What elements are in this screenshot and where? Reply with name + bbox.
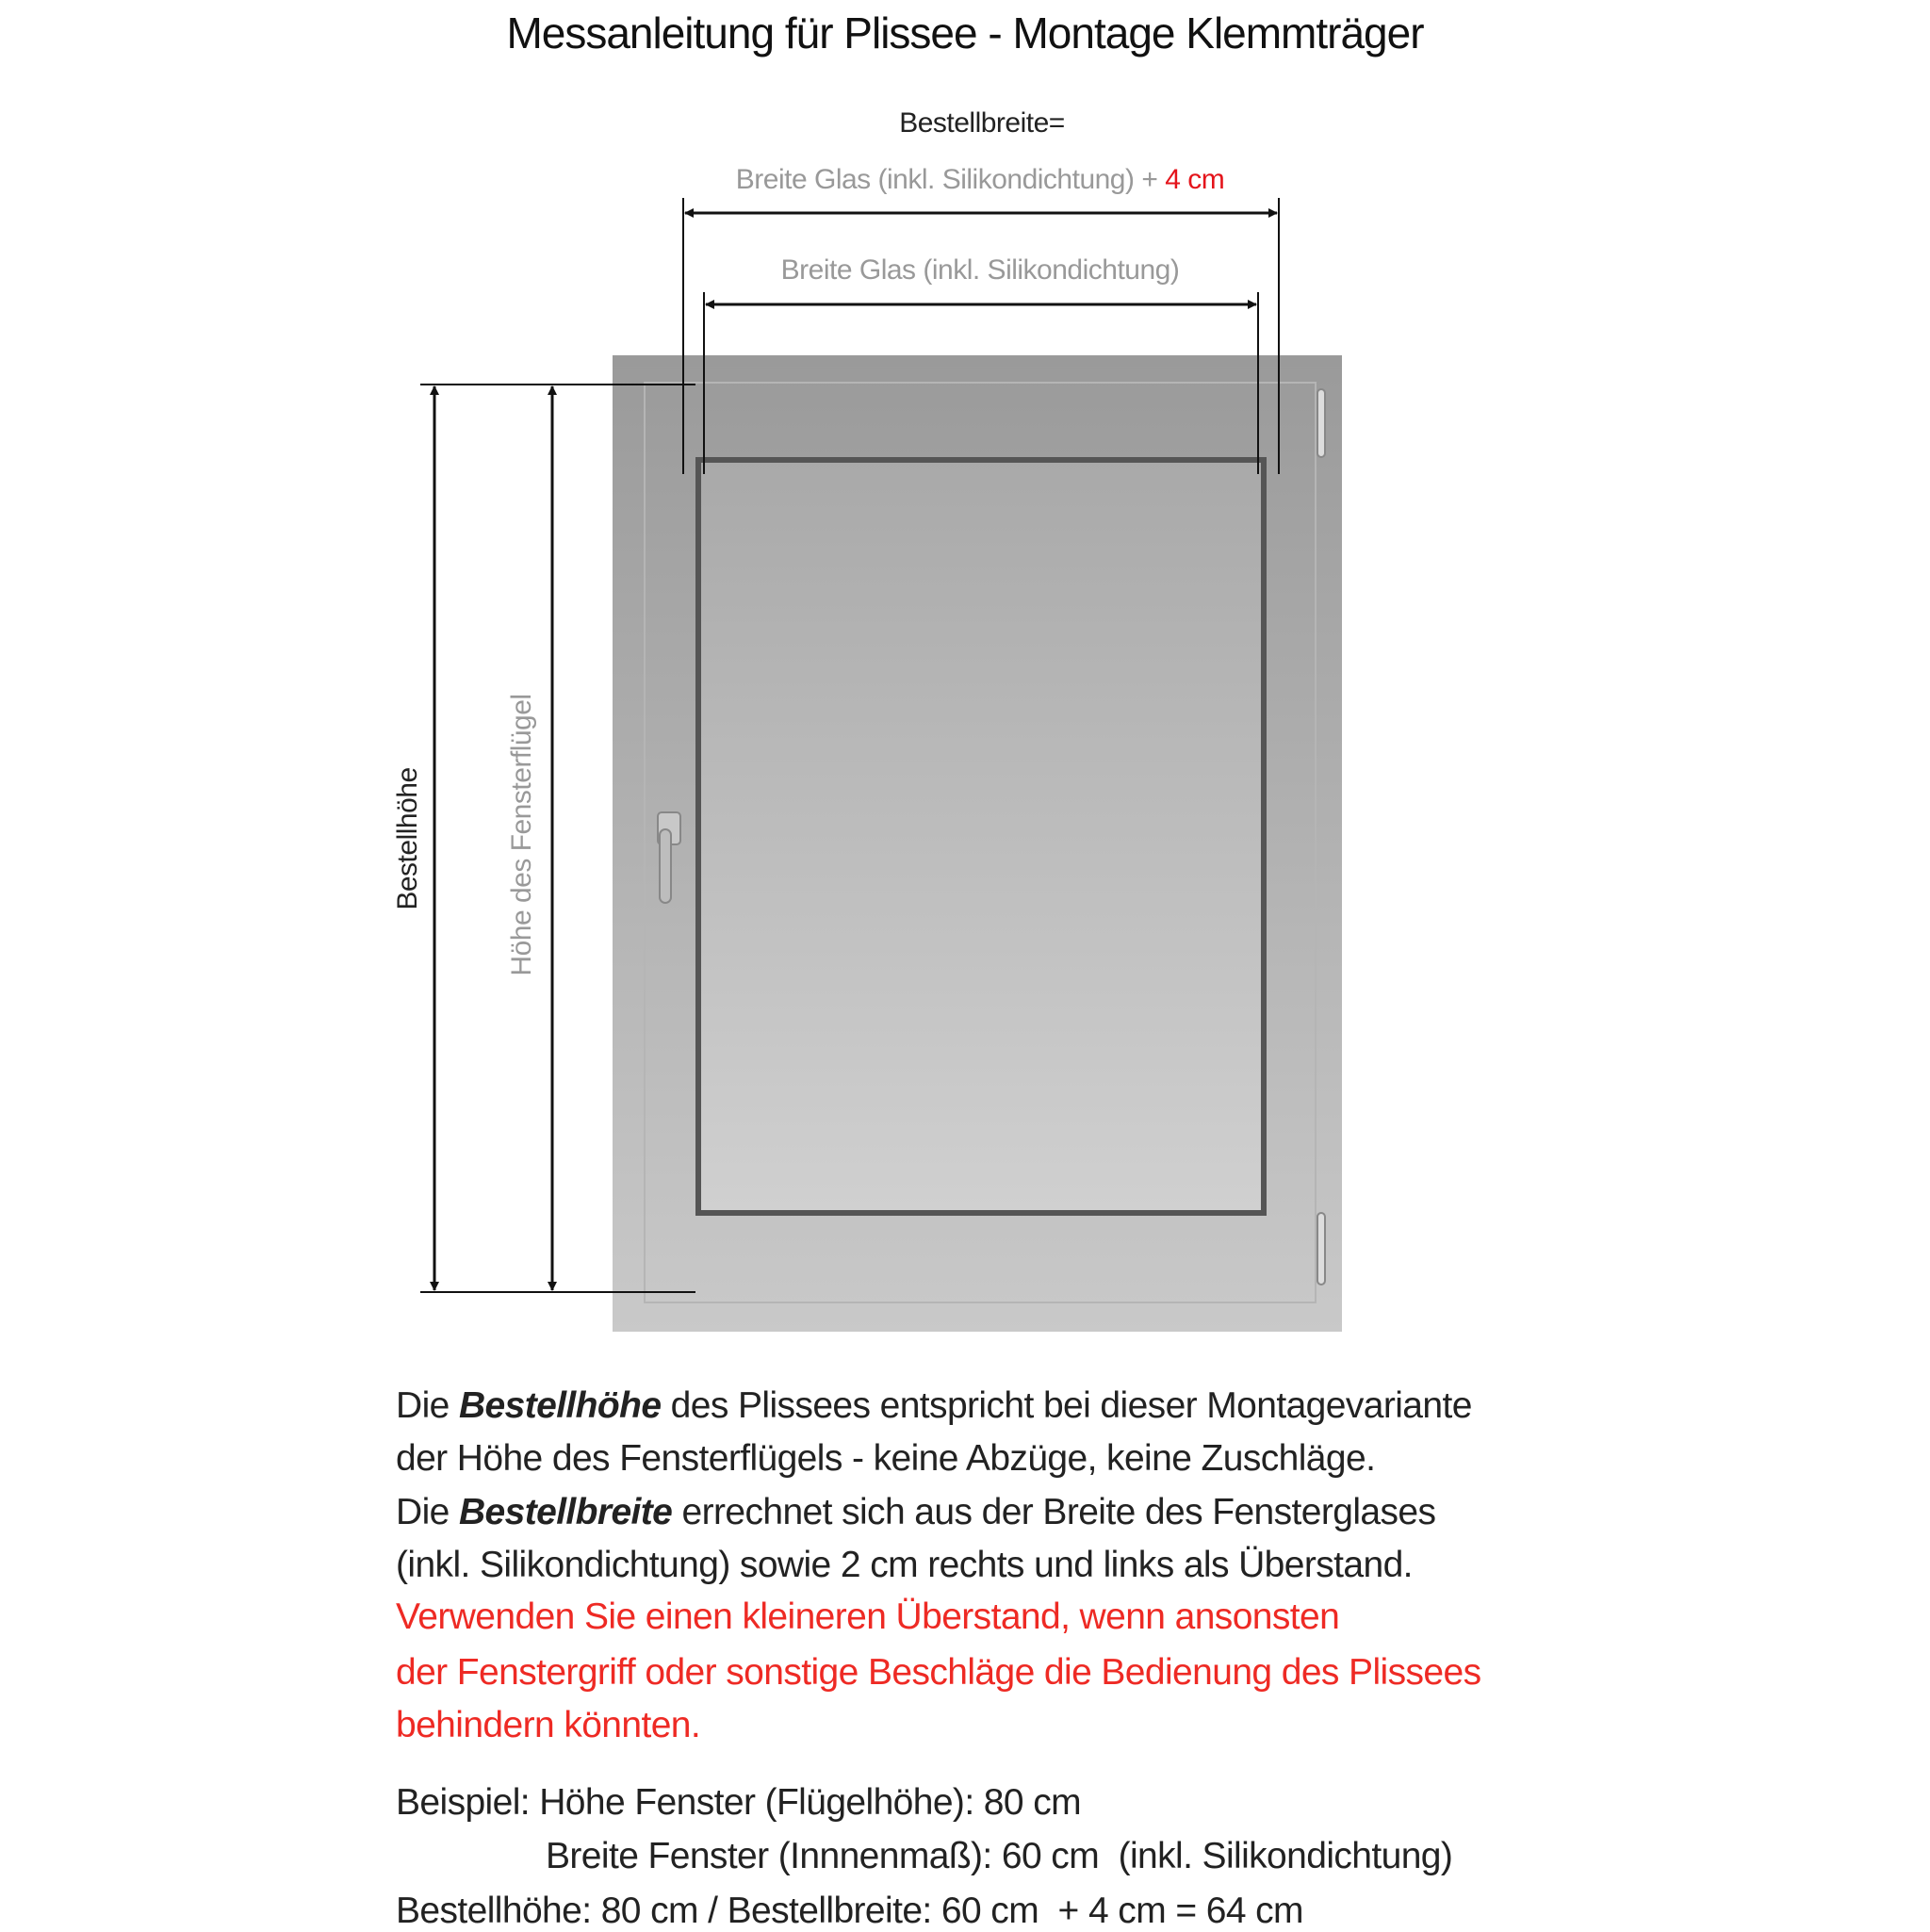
description-line: der Höhe des Fensterflügels - keine Abzüge, keine Zuschläge. [396,1438,1376,1479]
outer-width-formula [736,164,1224,196]
example-line: Beispiel: Höhe Fenster (Flügelhöhe): 80 cm [396,1782,1081,1823]
warning-line: der Fenstergriff oder sonstige Beschläge die Bedienung des Plissees [396,1652,1481,1693]
window-glass [698,460,1264,1213]
warning-line: behindern könnten. [396,1705,701,1745]
example-line: Breite Fenster (Innnenmaß): 60 cm (inkl. Silikondichtung) [546,1836,1453,1876]
text: des Plissees entspricht bei dieser Montagevariante [661,1385,1472,1426]
glass-width-label: Breite Glas (inkl. Silikondichtung) [780,254,1180,286]
text: errechnet sich aus der Breite des Fensterglases [672,1492,1436,1532]
window-handle-grip [660,829,671,903]
hinge-top-icon [1317,389,1325,457]
outer-width-extra: 4 cm [1165,164,1225,195]
emphasis-order-height: Bestellhöhe [458,1385,662,1426]
sash-height-label: Höhe des Fensterflügel [506,694,537,976]
outer-width-text: Breite Glas (inkl. Silikondichtung) + [735,164,1158,195]
hinge-bottom-icon [1317,1213,1325,1285]
description-line [396,1492,1435,1533]
emphasis-order-width: Bestellbreite [458,1492,673,1532]
description-line [396,1385,1472,1427]
text: Die [396,1492,459,1532]
description-line: (inkl. Silikondichtung) sowie 2 cm rechts und links als Überstand. [396,1545,1413,1585]
order-width-label: Bestellbreite= [899,107,1065,139]
warning-line: Verwenden Sie einen kleineren Überstand, wenn ansonsten [396,1596,1340,1637]
order-height-label: Bestellhöhe [392,767,423,910]
text: Die [396,1385,459,1426]
example-line: Bestellhöhe: 80 cm / Bestellbreite: 60 cm + 4 cm = 64 cm [396,1891,1303,1931]
page-title: Messanleitung für Plissee - Montage Klemmträger [506,8,1424,57]
